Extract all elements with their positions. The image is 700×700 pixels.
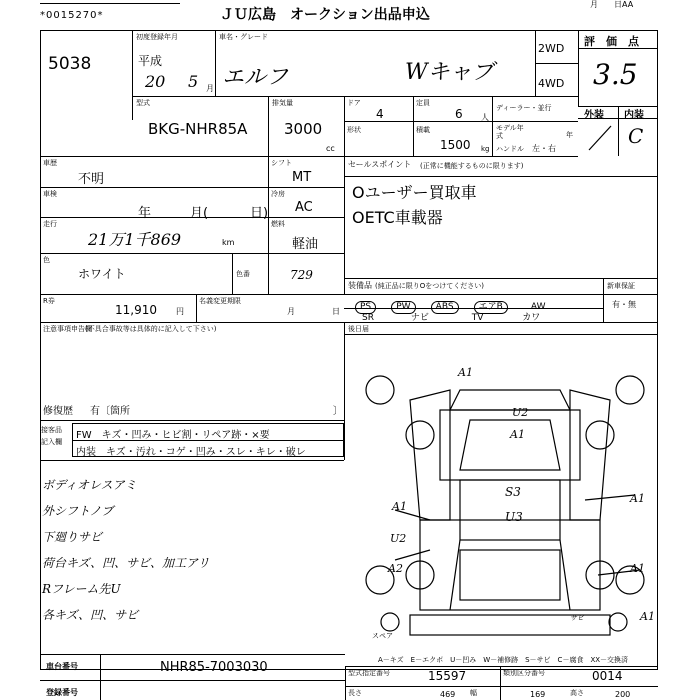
grade-score-value: 3.5 [593, 58, 638, 91]
condition-ext-label: 接客品 [41, 426, 62, 434]
int-label: 内装 [624, 110, 644, 121]
chassis-label: 車台番号 [46, 662, 78, 671]
equipment-note: (純正品に限りOをつけてください) [375, 282, 484, 290]
color-label: 色 [43, 256, 50, 264]
car-name-label: 車名・グレード [219, 33, 268, 41]
equip-abs: ABS [431, 301, 459, 314]
mark-a1-top: A1 [458, 366, 473, 379]
handwritten-note: ボディオレスアミ [42, 478, 137, 492]
width-label: 幅 [470, 689, 477, 697]
class-code-value: 0014 [592, 669, 623, 683]
load-value: 1500 [440, 138, 471, 152]
length-label: 長さ [348, 689, 362, 697]
lot-number: 5038 [48, 54, 92, 74]
inspection-day: 日) [250, 206, 269, 221]
equip-sr: SR [362, 313, 374, 323]
sales-point-2: OETC車載器 [352, 208, 443, 227]
registration-era: 平成 [138, 54, 163, 68]
tax-value: 有・無 [612, 300, 636, 309]
month-unit: 月 [206, 84, 214, 93]
handwritten-note: 各キズ、凹、サビ [42, 608, 139, 622]
mark-u3: U3 [505, 510, 523, 524]
condition-ext-row: FW キズ・凹み・ヒビ割・リペア跡・×要 [76, 430, 270, 441]
handwritten-note: 外シフトノブ [42, 504, 114, 518]
recycle-unit: 円 [176, 307, 184, 316]
expiry-month: 月 [287, 307, 295, 316]
mark-sabi: サビ [570, 614, 584, 622]
registration-label: 初度登録年月 [136, 33, 178, 41]
class-code-label: 類別区分番号 [503, 669, 545, 677]
notes-label: 注意事項申告欄 [43, 325, 92, 333]
load-unit: kg [481, 145, 490, 153]
cooling-value: AC [295, 200, 313, 215]
repair-label: 修復歴 [43, 406, 73, 417]
registration-month: 5 [188, 72, 199, 91]
mark-a1-right: A1 [630, 492, 645, 505]
car-grade: Wキャブ [405, 60, 494, 85]
chassis-value: NHR85-7003030 [160, 660, 268, 675]
equipment-row2 [362, 310, 540, 323]
mark-a1-rear: A1 [640, 610, 655, 623]
mark-a2-left: A2 [388, 562, 403, 575]
doors-value: 4 [376, 107, 384, 121]
drive-4wd: 4WD [538, 77, 565, 90]
displacement-label: 排気量 [272, 99, 293, 107]
drive-2wd: 2WD [538, 42, 565, 55]
model-year-label: モデル年式 [496, 124, 524, 140]
condition-int-label: 記入欄 [41, 438, 62, 446]
height-label: 高さ [570, 689, 584, 697]
model-code-label: 型式指定番号 [348, 669, 390, 677]
model-year-unit: 年 [566, 131, 573, 139]
inspection-month: 月( [190, 206, 209, 221]
capacity-unit: 人 [481, 113, 489, 122]
model-label: 型式 [136, 99, 150, 107]
handwritten-note: Rフレーム先U [42, 582, 121, 596]
repair-value: 有〔箇所 [90, 406, 130, 417]
history-value: 不明 [78, 172, 105, 187]
mark-spare: スペア [372, 632, 393, 640]
condition-int-row: 内装 キズ・汚れ・コゲ・凹み・スレ・キレ・破レ [76, 447, 306, 458]
car-name: エルフ [222, 65, 289, 90]
mark-u2-left: U2 [390, 532, 407, 545]
fuel-value: 軽油 [292, 237, 319, 252]
recycle-value: 11,910 [115, 303, 157, 317]
shift-label: シフト [271, 159, 292, 167]
capacity-label: 定員 [416, 99, 430, 107]
damage-legend: A－キズ E－エクボ U－凹み W－補修跡 S－サビ C－腐食 XX－交換済 [378, 656, 629, 664]
ext-label: 外装 [584, 110, 604, 121]
color-code-label: 色番 [236, 270, 250, 278]
load-label: 積載 [416, 126, 430, 134]
model-code-value: 15597 [428, 669, 467, 683]
fuel-label: 燃料 [271, 220, 285, 228]
int-score: C [628, 124, 644, 148]
model-value: BKG-NHR85A [148, 120, 248, 138]
mark-u2: U2 [512, 406, 529, 419]
mileage-unit: km [222, 238, 235, 247]
displacement-unit: cc [326, 144, 335, 153]
registration-year: 20 [145, 72, 166, 91]
sales-point-1: Oユーザー買取車 [352, 183, 477, 202]
length-value: 469 [440, 690, 456, 699]
dealer-label: ディーラー・並行 [496, 104, 552, 112]
inspection-label: 車検 [43, 190, 57, 198]
equip-aw: AW [530, 302, 546, 312]
mark-a1-left: A1 [392, 500, 407, 513]
handwritten-note: 下廻りサビ [42, 530, 103, 544]
expiry-day: 日 [332, 307, 340, 316]
mark-a1-right2: A1 [630, 562, 645, 575]
equipment-label: 装備品 [348, 281, 372, 290]
handle-value: 左・右 [532, 144, 556, 153]
shift-value: MT [292, 170, 312, 185]
height-value: 200 [615, 690, 631, 699]
equip-tv: TV [471, 313, 484, 323]
header-date: 月 日AA [590, 0, 634, 9]
sales-points-note: (正常に機能するものに限ります) [420, 162, 524, 170]
shape-label: 形状 [347, 126, 361, 134]
equip-pw: PW [391, 301, 415, 314]
history-label: 車歴 [43, 159, 57, 167]
mark-s3: S3 [505, 485, 521, 499]
serial-number: *0015270* [40, 10, 104, 21]
recycle-label: R券 [43, 297, 55, 305]
doors-label: ドア [347, 99, 361, 107]
mark-a1-roof: A1 [510, 428, 525, 441]
sales-points-label: セールスポイント [348, 160, 412, 169]
ext-score-mark [585, 122, 615, 152]
grade-score-label: 評 価 点 [584, 35, 639, 48]
width-value: 169 [530, 690, 546, 699]
mileage-value: 21万1千869 [88, 230, 182, 249]
notes-hint: (不具合事故等は具体的に記入して下さい) [85, 325, 217, 333]
inspection-year: 年 [138, 206, 152, 221]
capacity-value: 6 [455, 107, 463, 121]
handle-label: ハンドル [496, 145, 524, 153]
tax-label: 新車保証 [607, 282, 635, 290]
handwritten-note: 荷台キズ、凹、サビ、加工アリ [42, 556, 210, 570]
after-label: 後日届 [348, 325, 369, 333]
equip-navi: ナビ [410, 313, 429, 323]
expiry-label: 名義変更期限 [199, 297, 241, 305]
equip-airbag: エアB [474, 301, 508, 314]
color-code-value: 729 [290, 268, 313, 282]
mileage-label: 走行 [43, 220, 57, 228]
cooling-label: 冷房 [271, 190, 285, 198]
equip-leather: カワ [522, 313, 541, 323]
equip-ps: PS [355, 301, 376, 314]
displacement-value: 3000 [284, 120, 323, 138]
repair-close: 〕 [333, 406, 343, 417]
form-title: ＪＵ広島 オークション出品申込 [220, 7, 430, 23]
register-label: 登録番号 [46, 688, 78, 697]
color-value: ホワイト [78, 267, 126, 281]
